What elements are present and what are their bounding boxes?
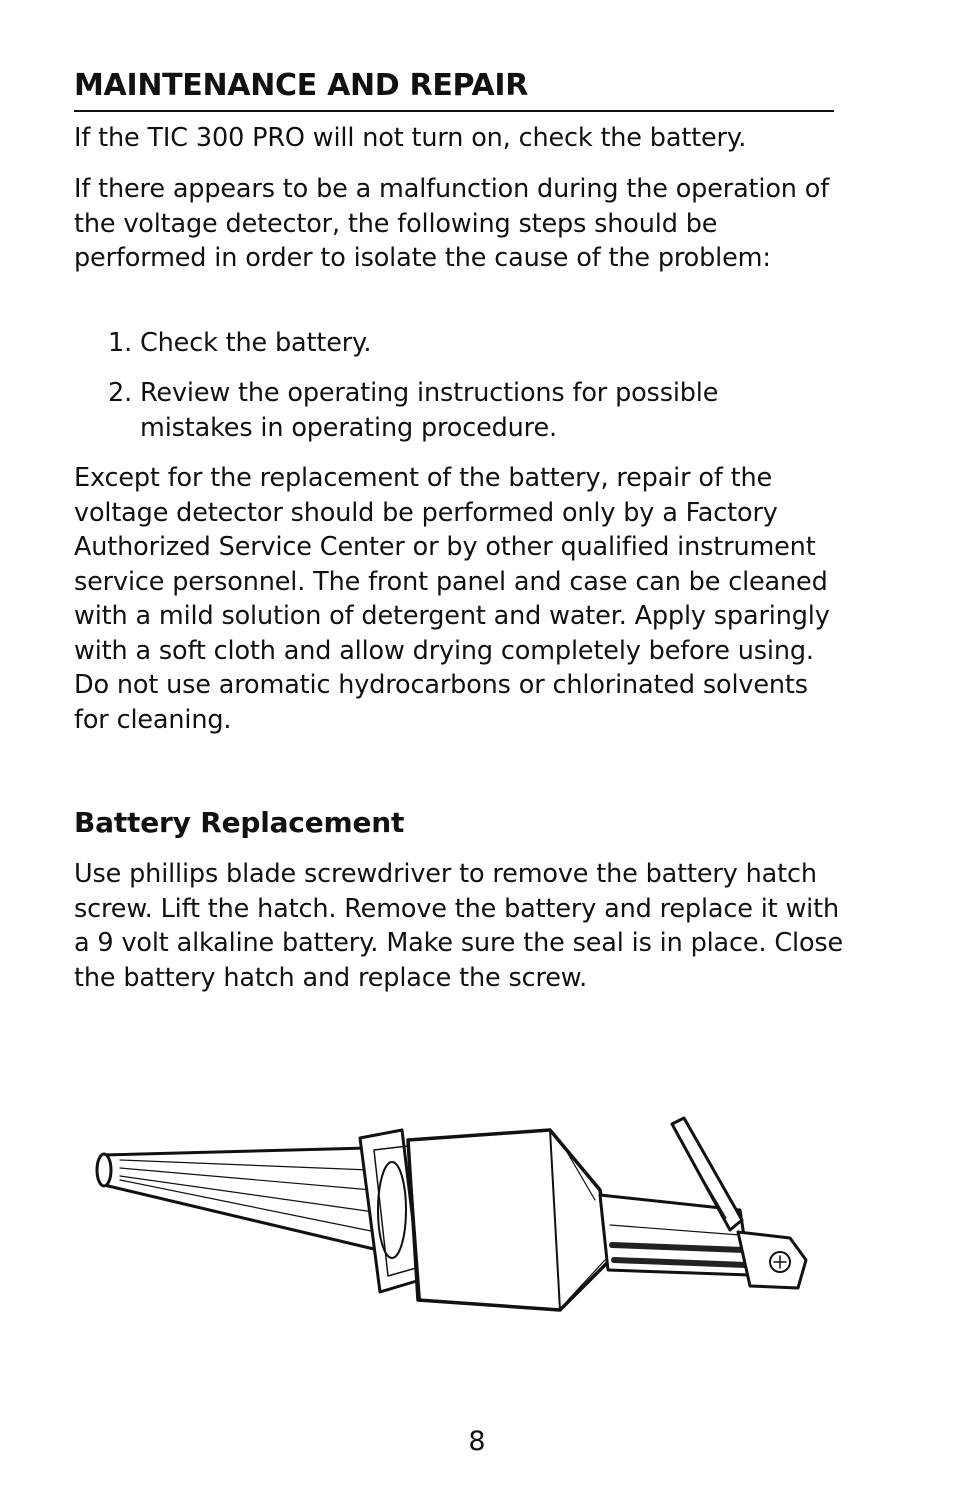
list-item bbox=[108, 326, 828, 361]
intro-paragraph: If the TIC 300 PRO will not turn on, check the battery. bbox=[74, 123, 747, 153]
battery-section-title: Battery Replacement bbox=[74, 806, 405, 839]
malfunction-paragraph: If there appears to be a malfunction during the operation of the voltage detector, the following steps should be performed in order to isolate the cause of the problem: bbox=[74, 174, 830, 273]
section-title: MAINTENANCE AND REPAIR bbox=[74, 68, 529, 103]
list-item bbox=[108, 376, 828, 445]
page-number: 8 bbox=[468, 1426, 486, 1457]
title-underline bbox=[74, 110, 834, 112]
voltage-detector-illustration bbox=[90, 1110, 820, 1330]
list-item-number: 1. bbox=[108, 328, 133, 358]
battery-paragraph: Use phillips blade screwdriver to remove the battery hatch screw. Lift the hatch. Remove the battery and replace it with a 9 volt alkaline battery. Make sure the seal is in place. Close the battery hatch and replace the screw. bbox=[74, 859, 844, 993]
list-item-text: Check the battery. bbox=[140, 328, 372, 358]
service-paragraph: Except for the replacement of the battery, repair of the voltage detector should be performed only by a Factory Authorized Service Center or by other qualified instrument service personnel. The front panel and case can be cleaned with a mild solution of detergent and water. Apply sparingly with a soft cloth and allow drying completely before using. Do not use aromatic hydrocarbons or chlorinated solvents for cleaning. bbox=[74, 463, 830, 735]
list-item-text: Review the operating instructions for possible mistakes in operating procedure. bbox=[140, 378, 719, 443]
list-item-number: 2. bbox=[108, 378, 133, 408]
